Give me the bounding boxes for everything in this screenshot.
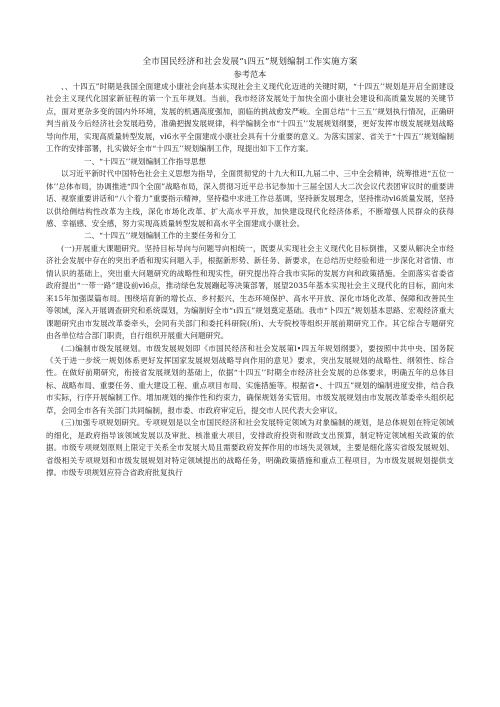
document-subtitle: 参考范本 [233, 69, 267, 79]
body-paragraph: 、、十四五”时期是我国全面建成小康社会向基本实现社会主义现代化迈进的关键时期，“十四五’’规划是开启全面建设社会主义现代化国家新征程的第一个五年规划。当前，我市经济发展处于加快全面小康社会建设和高质量发展的关键节点，面对更杂多变的国内外环境，发展的机遇高度强加，面临的挑战愈发严峻。全面总结“十三五’’规划执行情况，正确研判当前及今后经济社会发展趋势，准确把握发展规律，科学编制全市“十四五’’发展规划纲要，更好发挥市级发展规划战略导向作用，实现高质量转型发展，vl6水平全面建成小康社会具有十分重要的意义。为落实国家、省关于“十四五’’规划编制工作的安排部署，扎实做好全市“十四五’’规划编制工作，现提出如下工作方案。 [46, 82, 454, 154]
section-heading: 二、“十四五’’规划编制工作的主要任务和分工 [84, 231, 237, 241]
body-paragraph: (二)编制市级发展规划。市级发展规划即《市国民经济和社会发展第l•四五年规划纲要》，要按照中共中央、国务院《关于进一步统一规划体系更好发挥国家发展规划战略导向作用的意见》要求，突出发展规划的战略性、纲领性、综合性。在做好前期研究，衔接省发展规划的基础上，依据“十四五’’时期全市经济社会发展的总体要求，明确五年的总体目标、战略布局、重要任务、重大建设工程、重点项目布局、实施措施等。根据省•、十四五”规划的编制进度安排，结合我市实际，行序开展编制工作。增加规划的操作性和约束力，确保规划务实管用。市级发展规划由市发展改革委牵头组织起草，会同全市各有关部门共同编制，报市委、市政府审定后，提交市人民代表大会审议。 [46, 343, 454, 415]
body-paragraph: (三)加强专项规划研究。专项规划是以全市国民经济和社会发展特定领域为对象编制的规划，是总体规划在特定领域的细化，是政府指导该领域发展以及审批、核准重大项目，安排政府投资和财政支出预算，制定特定领域相关政策的依据。市级专项规划原则上限定于关系全市发展大局且需要政府发挥作用的市场失灵领域，主要是细化落实省级发展规划、省级相关专项规划和市级发展规划对特定领域提出的战略任务，明确政策措施和重点工程项目，为市级发展规划提供支撑。市级专项规划应符合省政府批复执行 [46, 418, 454, 478]
document-body [46, 81, 454, 480]
document-title: 全市国民经济和社会发展“ι四五”规划编制工作实施方案 [142, 57, 358, 67]
body-paragraph: 以习近平新时代中国特色社会主义思想为指导，全面贯彻党的十九大和II,九届二中、三中全会精神，统筹推进“五位一体’’总体布局，协调推进“四个全面”战略布局，深入贯彻习近平总书记参加十三届全国人大二次会议代表团审议时的重要讲话、视察重要讲话和“八个着力”重要指示精神，坚持稳中求进工作总基调，坚持新发展理念，坚持推动vl6质量发展，坚持以供给侧结构性改革为主线，深化市场化改革、扩大高水平开放，加快建设现代化经济体系，不断增强人民群众的获得感、幸福感、安全感，努力实现高质量转型发展和高水平全面建成小康社会。 [46, 169, 454, 228]
section-heading: 一、“十四五’’规划编制工作指导思想 [84, 156, 206, 166]
body-paragraph: (一)开展重大课题研究。坚持目标导向与问题导向相统一，既要从实现社会主义现代化目标倒推，又要从解决全市经济社会发展中存在的突出矛盾和现实问题入手，根据新形势、新任务、新要求，在总结历史经验和进一步深化对省情、市情认识的基础上，突出重大问题研究的战略性和现实性，研究提出符合我市实际的发展方向和政策措施。全面落实省委省政府提出“一带一路”建设前vl6点，推动绿色发展蹦起等决策部署，展望2035年基本实现社会主义现代化的目标，面向未来15年加强谋篇布局。围绕培育新的增长点、乡村振兴、生态环境保护、高水平开放、深化市场化改革、保障和改善民生等领域，深入开展调查研究和系统谋划，为编制好全市“ι四五”规划奠定基础。我市“卜四五”规划基本思路、宏观经济重大课题研究由市发展改革委牵头，会同有关部门和委托科研院(所)、大专院校等组织开展前期研究工作。其它综合专题研究由各单位结合部门职责，自行组织开展重大问题研究。 [46, 243, 454, 341]
